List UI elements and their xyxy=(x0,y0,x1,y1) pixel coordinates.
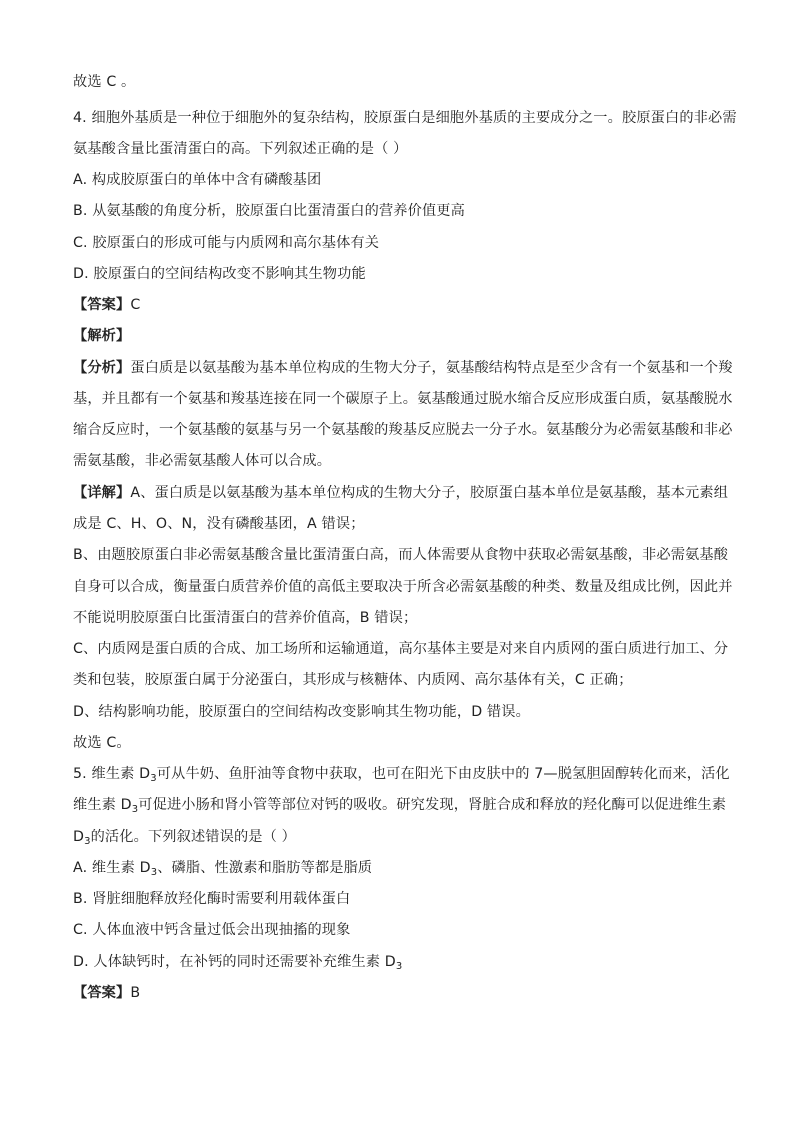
analysis-label: 【分析】 xyxy=(73,360,131,376)
option-c: C. 人体血液中钙含量过低会出现抽搐的现象 xyxy=(73,922,351,938)
answer-value: C xyxy=(130,297,141,313)
answer-line xyxy=(73,983,733,1003)
analysis-paragraph: 【分析】蛋白质是以氨基酸为基本单位构成的生物大分子，氨基酸结构特点是至少含有一个氨基和一个羧 xyxy=(73,360,733,376)
analysis-paragraph: 缩合反应时，一个氨基酸的氨基与另一个氨基酸的羧基反应脱去一分子水。氨基酸分为必需氨基酸和非必 xyxy=(73,422,733,438)
text-line: 故选 C。 xyxy=(73,735,131,751)
option-a: A. 维生素 $D_3$、磷脂、性激素和脂肪等都是脂质 xyxy=(73,860,373,878)
detail-paragraph: 不能说明胶原蛋白比蛋清蛋白的营养价值高，B 错误； xyxy=(73,610,418,626)
detail-paragraph: 成是 C、H、O、N，没有磷酸基团，A 错误； xyxy=(73,516,365,532)
question-5-stem: 维生素 $D_3$可促进小肠和肾小管等部位对钙的吸收。研究发现，肾脏合成和释放的羟化酶可以促进维生素 xyxy=(73,797,727,815)
detail-paragraph: 【详解】A、蛋白质是以氨基酸为基本单位构成的生物大分子，胶原蛋白基本单位是氨基酸，基本元素组 xyxy=(73,485,729,501)
option-b: B. 肾脏细胞释放羟化酶时需要利用载体蛋白 xyxy=(73,891,351,907)
option-a: A. 构成胶原蛋白的单体中含有磷酸基团 xyxy=(73,172,322,188)
analysis-paragraph: 需氨基酸，非必需氨基酸人体可以合成。 xyxy=(73,453,332,469)
detail-paragraph: D、结构影响功能，胶原蛋白的空间结构改变影响其生物功能，D 错误。 xyxy=(73,704,530,720)
option-d: D. 人体缺钙时，在补钙的同时还需要补充维生素 $D_3$ xyxy=(73,954,403,972)
text-line: 故选 C 。 xyxy=(73,74,136,90)
option-d: D. 胶原蛋白的空间结构改变不影响其生物功能 xyxy=(73,266,366,282)
answer-label: 【答案】 xyxy=(73,985,131,1001)
detail-paragraph: C、内质网是蛋白质的合成、加工场所和运输通道，高尔基体主要是对来自内质网的蛋白质进行加工、分 xyxy=(73,641,729,657)
question-4-stem: 氨基酸含量比蛋清蛋白的高。下列叙述正确的是（ ） xyxy=(73,141,408,157)
detail-paragraph: 自身可以合成，衡量蛋白质营养价值的高低主要取决于所含必需氨基酸的种类、数量及组成比例，因此并 xyxy=(73,579,733,595)
answer-label: 【答案】 xyxy=(73,297,131,313)
analysis-paragraph: 基，并且都有一个氨基和羧基连接在同一个碳原子上。氨基酸通过脱水缩合反应形成蛋白质，氨基酸脱水 xyxy=(73,391,733,407)
detail-paragraph: B、由题胶原蛋白非必需氨基酸含量比蛋清蛋白高，而人体需要从食物中获取必需氨基酸，非必需氨基酸 xyxy=(73,547,729,563)
detail-paragraph: 类和包装，胶原蛋白属于分泌蛋白，其形成与核糖体、内质网、高尔基体有关，C 正确； xyxy=(73,672,633,688)
detail-label: 【详解】 xyxy=(73,485,131,501)
question-5-stem: $D_3$的活化。下列叙述错误的是（ ） xyxy=(73,829,296,847)
option-b: B. 从氨基酸的角度分析，胶原蛋白比蛋清蛋白的营养价值更高 xyxy=(73,203,465,219)
analysis-heading: 【解析】 xyxy=(73,328,131,344)
question-4-stem: 4. 细胞外基质是一种位于细胞外的复杂结构，胶原蛋白是细胞外基质的主要成分之一。胶原蛋白的非必需 xyxy=(73,110,737,126)
question-5-stem: 5. 维生素 $D_3$可从牛奶、鱼肝油等食物中获取，也可在阳光下由皮肤中的 7—脱氢胆固醇转化而来，活化 xyxy=(73,766,730,784)
answer-value: B xyxy=(130,985,141,1001)
option-c: C. 胶原蛋白的形成可能与内质网和高尔基体有关 xyxy=(73,235,380,251)
answer-line xyxy=(73,295,733,315)
